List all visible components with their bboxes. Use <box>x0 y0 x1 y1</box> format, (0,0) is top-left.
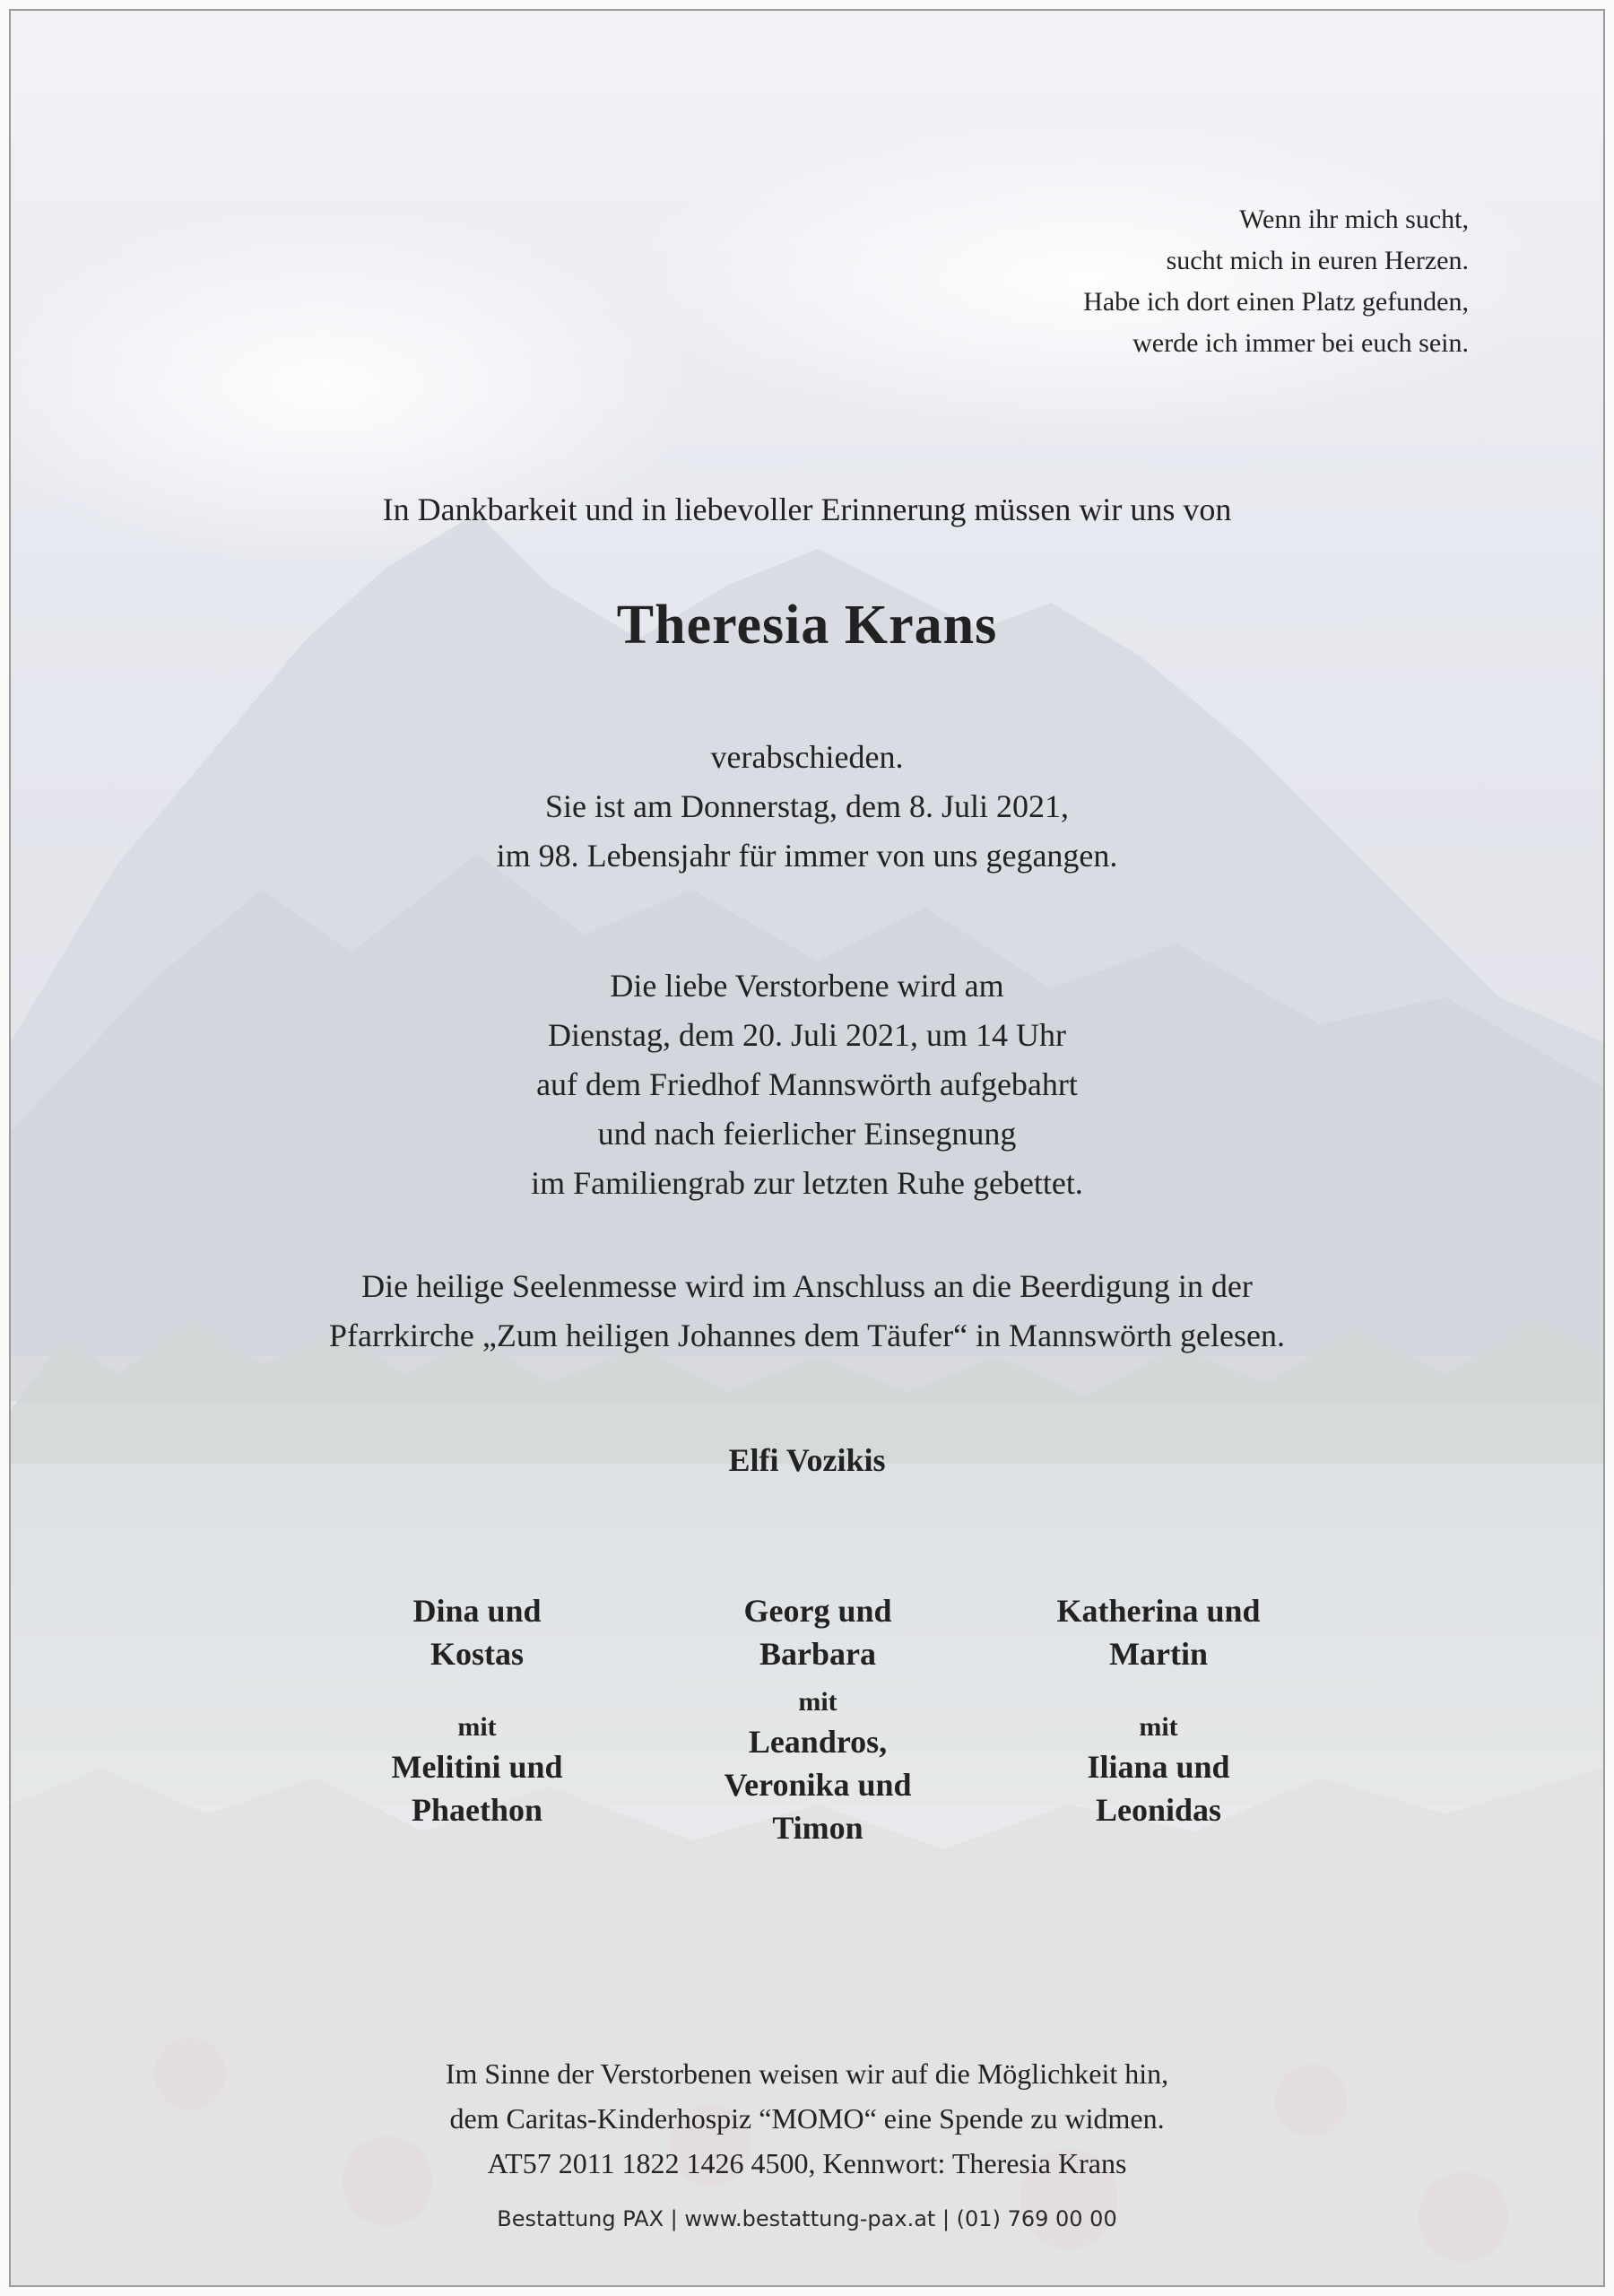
funeral-line: Die liebe Verstorbene wird am <box>610 968 1004 1004</box>
death-line: Sie ist am Donnerstag, dem 8. Juli 2021, <box>545 788 1069 824</box>
poem-line: sucht mich in euren Herzen. <box>1166 246 1469 275</box>
donation-line: dem Caritas-Kinderhospiz “MOMO“ eine Spende zu widmen. <box>449 2102 1165 2135</box>
family-parents <box>307 1589 647 1697</box>
funeral-line: und nach feierlicher Einsegnung <box>597 1116 1017 1152</box>
poem-line: werde ich immer bei euch sein. <box>1132 328 1469 358</box>
family-mit: mit <box>1139 1712 1178 1742</box>
family-parents <box>647 1589 988 1697</box>
poem-line: Habe ich dort einen Platz gefunden, <box>1083 287 1469 317</box>
donation-line: Im Sinne der Verstorbenen weisen wir auf die Möglichkeit hin, <box>445 2057 1169 2090</box>
family-name-line: Dina und <box>412 1593 542 1629</box>
family-children <box>647 1720 988 1849</box>
funeral-line: Dienstag, dem 20. Juli 2021, um 14 Uhr <box>548 1017 1066 1053</box>
family-group <box>307 1589 647 1849</box>
family-group <box>647 1589 988 1849</box>
family-parents <box>988 1589 1329 1697</box>
family-children <box>307 1745 647 1831</box>
mass-details <box>11 1262 1603 1361</box>
family-name-line: Barbara <box>759 1636 876 1672</box>
mass-line: Die heilige Seelenmesse wird im Anschluss an die Beerdigung in der <box>361 1268 1253 1304</box>
child-name-line: Iliana und <box>1087 1749 1230 1785</box>
funeral-line: im Familiengrab zur letzten Ruhe gebettet. <box>531 1165 1083 1201</box>
family-columns <box>307 1589 1329 1849</box>
child-name-line: Leandros, <box>748 1724 888 1760</box>
death-notice <box>11 733 1603 881</box>
family-name-line: Kostas <box>430 1636 524 1672</box>
family-name-line: Martin <box>1109 1636 1208 1672</box>
funeral-details <box>11 961 1603 1208</box>
deceased-name: Theresia Krans <box>616 595 998 656</box>
child-name-line: Veronika und <box>724 1767 912 1803</box>
family-group <box>988 1589 1329 1849</box>
mourner-lead: Elfi Vozikis <box>728 1442 886 1478</box>
family-name-line: Katherina und <box>1056 1593 1261 1629</box>
child-name-line: Melitini und <box>391 1749 563 1785</box>
family-mit: mit <box>798 1687 837 1717</box>
donation-line: AT57 2011 1822 1426 4500, Kennwort: Theresia Krans <box>487 2147 1127 2179</box>
death-line: verabschieden. <box>710 739 904 775</box>
child-name-line: Timon <box>772 1810 863 1846</box>
mass-line: Pfarrkirche „Zum heiligen Johannes dem Täufer“ in Mannswörth gelesen. <box>329 1318 1285 1353</box>
funeral-home-footer: Bestattung PAX | www.bestattung-pax.at | (01) 769 00 00 <box>497 2206 1117 2231</box>
poem-line: Wenn ihr mich sucht, <box>1239 204 1469 234</box>
funeral-line: auf dem Friedhof Mannswörth aufgebahrt <box>536 1066 1078 1102</box>
poem-verse <box>1083 199 1469 364</box>
intro-text: In Dankbarkeit und in liebevoller Erinnerung müssen wir uns von <box>382 491 1232 527</box>
child-name-line: Phaethon <box>411 1792 543 1828</box>
page-frame <box>9 9 1605 2287</box>
death-line: im 98. Lebensjahr für immer von uns gegangen. <box>496 838 1118 874</box>
family-name-line: Georg und <box>743 1593 892 1629</box>
family-mit: mit <box>457 1712 497 1742</box>
child-name-line: Leonidas <box>1095 1792 1222 1828</box>
donation-notice <box>11 2051 1603 2186</box>
family-children <box>988 1745 1329 1831</box>
